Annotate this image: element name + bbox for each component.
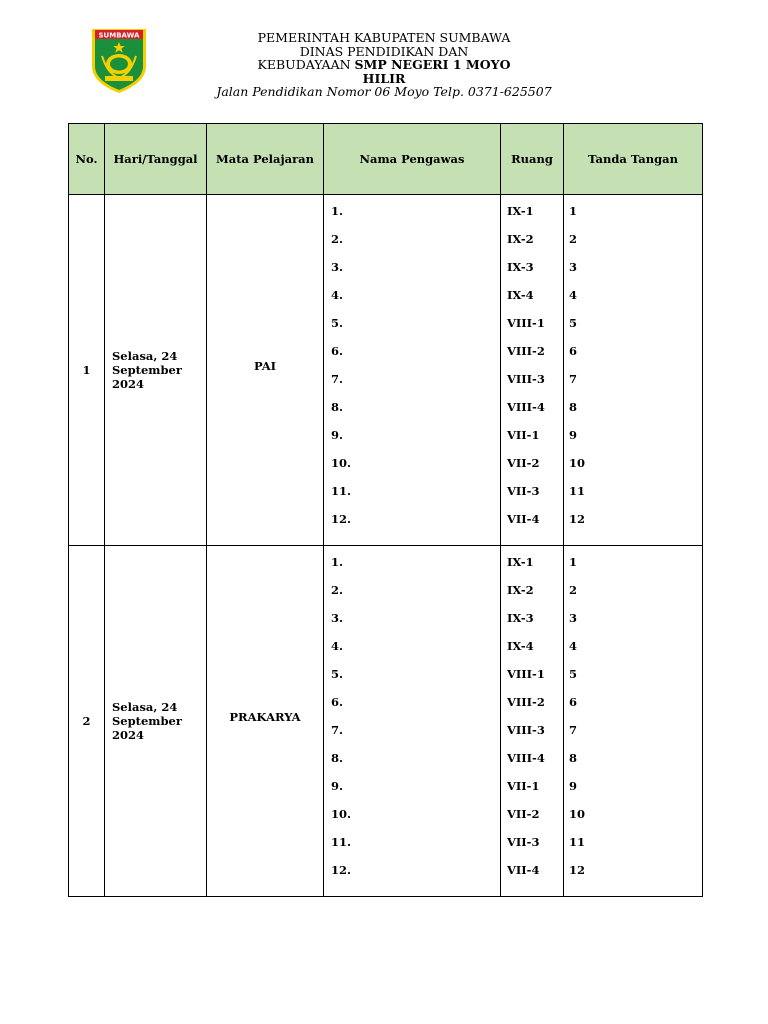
row-number: 1 [69,195,105,546]
room-label: VIII-4 [507,751,545,766]
supervisor-line: 8. [331,751,344,766]
supervisor-line: 2. [331,231,344,246]
supervisor-line: 12. [331,863,352,878]
signature-slot: 2 [569,582,578,597]
room-label: VIII-3 [507,723,545,737]
day-date-cell [105,546,207,897]
room-label: VIII-1 [507,666,545,681]
signature-slot: 2 [569,231,578,246]
room-label: VII-1 [507,779,540,794]
signature-slot: 8 [569,400,578,415]
room-label: IX-4 [507,638,534,653]
subject-text: PRAKARYA [229,710,301,724]
room-label: VIII-2 [507,694,545,709]
supervisor-line: 10. [331,456,352,471]
signature-slot: 1 [569,203,578,218]
supervisor-line: 5. [331,315,344,330]
signature-slot: 9 [569,428,578,443]
room-label: VIII-4 [507,400,545,415]
supervisor-line: 1. [331,203,344,218]
room-label: VIII-3 [507,372,545,386]
table-header-row [69,124,703,195]
column-header-room: Ruang [501,124,564,195]
room-label: VII-1 [507,428,540,443]
supervisor-line: 12. [331,512,352,527]
letterhead [200,31,568,99]
supervisor-names-cell [324,195,501,546]
room-label: VII-2 [507,456,540,471]
subject-cell [207,195,324,546]
room-label: VII-4 [507,512,540,527]
signature-slot: 8 [569,751,578,766]
room-label: IX-3 [507,610,534,625]
supervisor-line: 5. [331,666,344,681]
supervisor-line: 4. [331,638,344,653]
signature-slot: 3 [569,610,578,625]
table-row [69,195,703,546]
room-label: IX-1 [507,554,534,569]
supervisor-line: 4. [331,287,344,302]
signature-slot: 7 [569,723,578,737]
subject-cell [207,546,324,897]
rooms-cell [501,195,564,546]
room-label: IX-3 [507,259,534,274]
signature-slot: 11 [569,835,586,850]
room-label: VII-3 [507,484,540,499]
supervisor-line: 9. [331,779,344,794]
letterhead-line-1: PEMERINTAH KABUPATEN SUMBAWA [257,30,511,45]
signature-slot: 5 [569,315,578,330]
supervisor-line: 7. [331,372,344,386]
supervisor-names-cell [324,546,501,897]
column-header-signature: Tanda Tangan [564,124,703,195]
day-date-text: Selasa, 24 September 2024 [112,699,182,743]
day-date-text: Selasa, 24 September 2024 [112,348,182,392]
room-label: VII-3 [507,835,540,850]
letterhead-office: KEBUDAYAAN [257,57,355,73]
signature-slot: 6 [569,343,578,358]
letterhead-line-3 [200,58,568,72]
supervisor-line: 11. [331,484,352,499]
row-number: 2 [69,546,105,897]
room-label: IX-2 [507,231,534,246]
supervisor-line: 3. [331,259,344,274]
supervisor-line: 6. [331,343,344,358]
school-name: SMP NEGERI 1 MOYO [354,57,511,73]
letterhead-line-4: HILIR [362,70,406,86]
signature-slot: 12 [569,512,586,527]
subject-text: PAI [253,359,277,373]
signatures-cell [564,546,703,897]
signature-slot: 7 [569,372,578,386]
room-label: VIII-2 [507,343,545,358]
signatures-cell [564,195,703,546]
supervisor-line: 11. [331,835,352,850]
signature-slot: 5 [569,666,578,681]
room-label: IX-2 [507,582,534,597]
supervisor-line: 6. [331,694,344,709]
supervisor-line: 8. [331,400,344,415]
signature-slot: 11 [569,484,586,499]
room-label: VIII-1 [507,315,545,330]
signature-slot: 10 [569,807,586,822]
signature-slot: 9 [569,779,578,794]
signature-slot: 4 [569,287,578,302]
signature-slot: 6 [569,694,578,709]
rooms-cell [501,546,564,897]
logo-lettering: SUMBAWA [98,31,140,40]
signature-slot: 4 [569,638,578,653]
letterhead-line-2: DINAS PENDIDIKAN DAN [299,43,469,59]
school-address: Jalan Pendidikan Nomor 06 Moyo Telp. 0371-625507 [216,84,552,100]
table-row [69,546,703,897]
signature-slot: 1 [569,554,578,569]
column-header-day-date: Hari/Tanggal [105,124,207,195]
supervisor-line: 2. [331,582,344,597]
supervisor-line: 10. [331,807,352,822]
supervisor-line: 1. [331,554,344,569]
supervisor-schedule-table [68,123,703,897]
regency-emblem-logo [88,26,150,94]
supervisor-line: 3. [331,610,344,625]
day-date-cell [105,195,207,546]
room-label: VII-4 [507,863,540,878]
column-header-subject: Mata Pelajaran [207,124,324,195]
room-label: IX-4 [507,287,534,302]
room-label: VII-2 [507,807,540,822]
column-header-supervisor-name: Nama Pengawas [324,124,501,195]
signature-slot: 12 [569,863,586,878]
room-label: IX-1 [507,203,534,218]
column-header-no: No. [69,124,105,195]
signature-slot: 3 [569,259,578,274]
supervisor-line: 7. [331,723,344,737]
signature-slot: 10 [569,456,586,471]
supervisor-line: 9. [331,428,344,443]
